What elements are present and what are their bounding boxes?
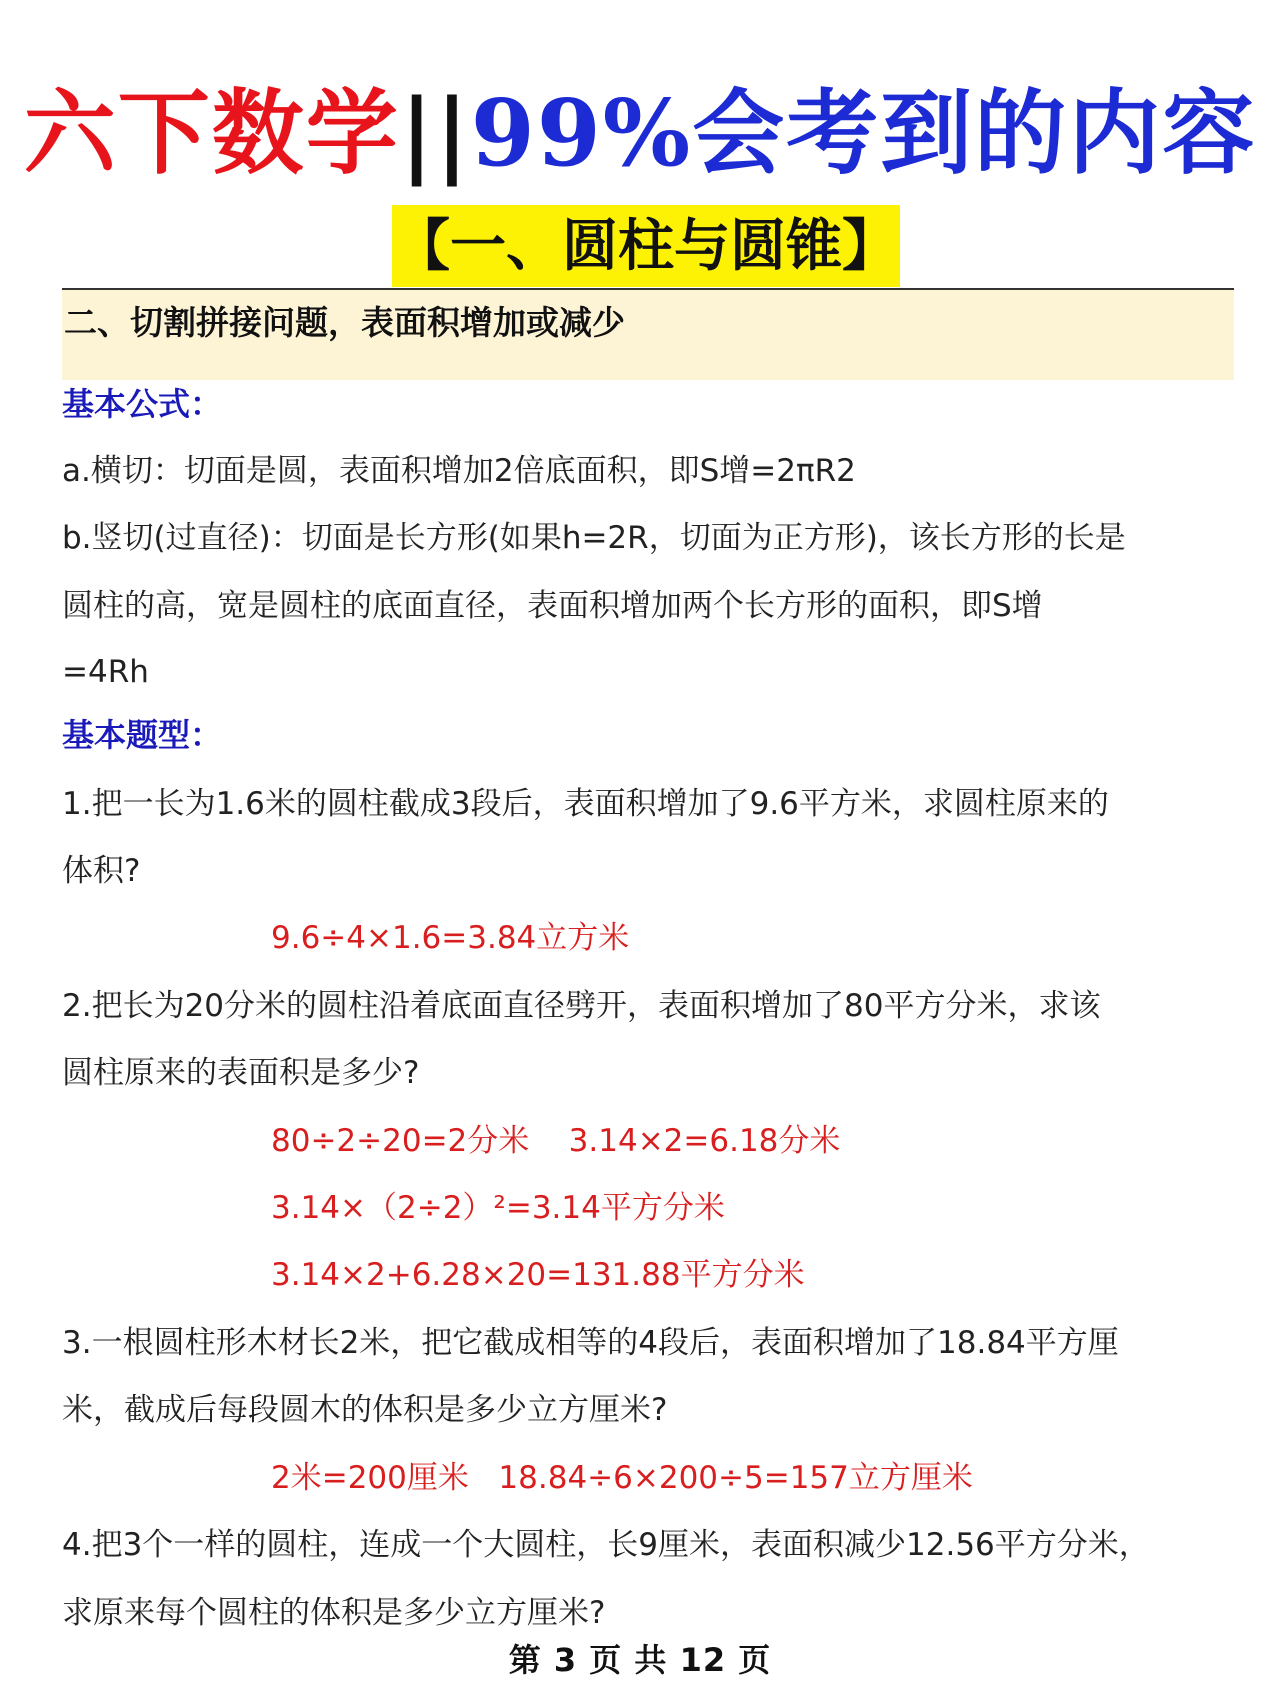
problem-3-answer-1: 2米=200厘米 18.84÷6×200÷5=157立方厘米 (271, 1460, 973, 1496)
problem-2-answer-1: 80÷2÷20=2分米 3.14×2=6.18分米 (271, 1123, 841, 1159)
formulas-label: 基本公式： (62, 385, 223, 423)
problem-4-line-1: 4.把3个一样的圆柱，连成一个大圆柱，长9厘米，表面积减少12.56平方分米， (62, 1527, 1150, 1563)
problem-1-answer-1: 9.6÷4×1.6=3.84立方米 (271, 920, 630, 956)
problem-1-line-1: 1.把一长为1.6米的圆柱截成3段后，表面积增加了9.6平方米，求圆柱原来的 (62, 786, 1109, 822)
formula-line-b2: 圆柱的高，宽是圆柱的底面直径，表面积增加两个长方形的面积，即S增 (62, 588, 1043, 624)
problem-1-line-2: 体积? (62, 853, 141, 889)
problem-2-line-2: 圆柱原来的表面积是多少? (62, 1055, 420, 1091)
page-title (0, 78, 1280, 188)
problem-2-line-1: 2.把长为20分米的圆柱沿着底面直径劈开，表面积增加了80平方分米，求该 (62, 988, 1101, 1024)
problem-4-line-2: 求原来每个圆柱的体积是多少立方厘米? (62, 1595, 606, 1631)
formula-line-b3: =4Rh (62, 654, 149, 690)
problem-3-line-2: 米，截成后每段圆木的体积是多少立方厘米? (62, 1392, 668, 1428)
title-blue-part: 99%会考到的内容 (470, 79, 1257, 187)
problem-2-answer-2: 3.14×（2÷2）²=3.14平方分米 (271, 1190, 725, 1226)
problems-label: 基本题型： (62, 716, 223, 754)
section-title: 二、切割拼接问题，表面积增加或减少 (64, 303, 625, 342)
formula-line-a: a.横切：切面是圆，表面积增加2倍底面积，即S增=2πR2 (62, 453, 856, 489)
chapter-heading: 【一、圆柱与圆锥】 (392, 205, 900, 287)
title-red-part: 六下数学 (23, 79, 400, 187)
problem-2-answer-3: 3.14×2+6.28×20=131.88平方分米 (271, 1257, 805, 1293)
formula-line-b1: b.竖切(过直径)：切面是长方形(如果h=2R，切面为正方形)，该长方形的长是 (62, 520, 1126, 556)
title-separator: || (399, 79, 471, 187)
page-number: 第 3 页 共 12 页 (508, 1641, 772, 1679)
problem-3-line-1: 3.一根圆柱形木材长2米，把它截成相等的4段后，表面积增加了18.84平方厘 (62, 1325, 1119, 1361)
